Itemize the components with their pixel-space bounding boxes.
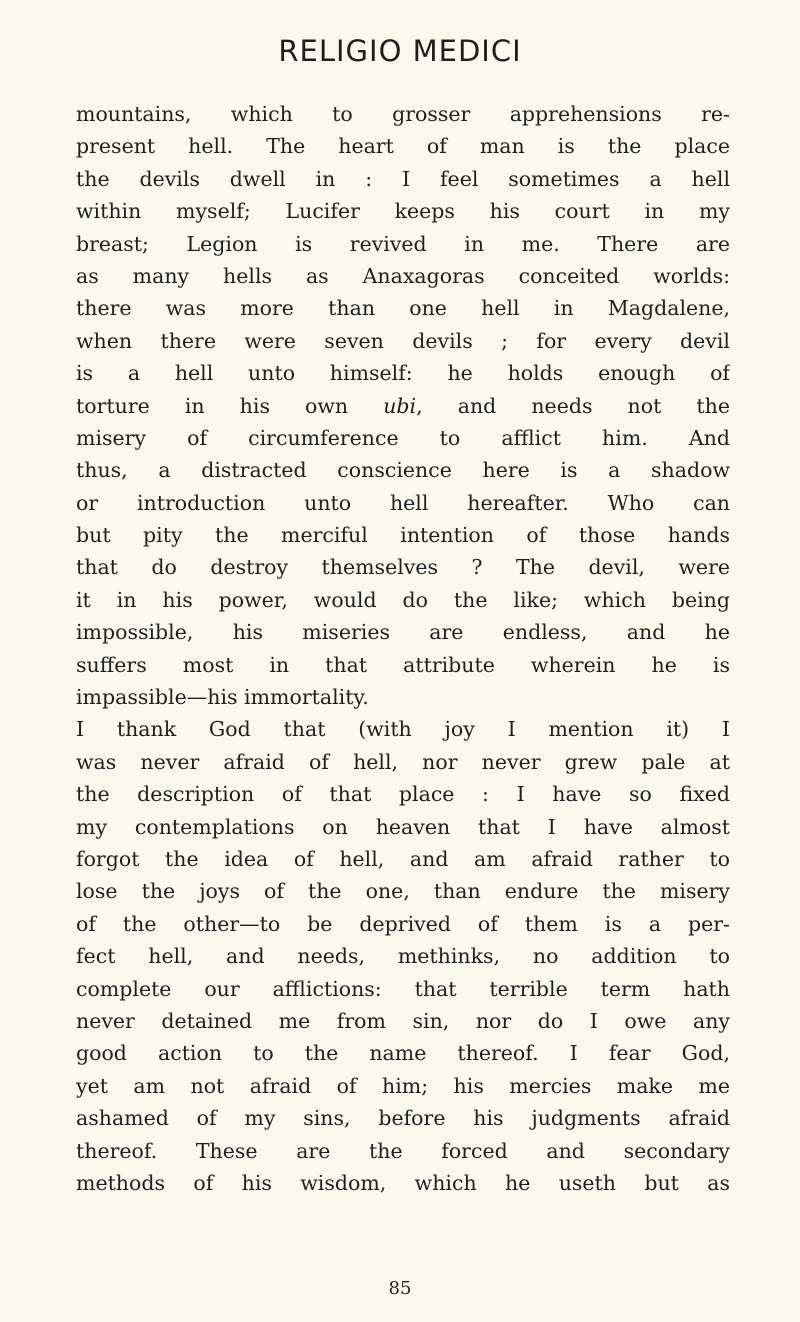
text-line: misery of circumference to afflict him. And [76, 425, 730, 450]
text-line: there was more than one hell in Magdalene, [76, 296, 730, 321]
text-line: it in his power, would do the like; which being [76, 587, 730, 612]
text-line: fect hell, and needs, methinks, no addition to [76, 944, 730, 969]
text-line: complete our afflictions: that terrible term hath [76, 976, 730, 1001]
text-line: the description of that place : I have so fixed [76, 782, 730, 807]
text-line: forgot the idea of hell, and am afraid rather to [76, 846, 730, 871]
running-head: RELIGIO MEDICI [278, 34, 522, 68]
text-line: my contemplations on heaven that I have almost [76, 814, 730, 839]
text-line: of the other—to be deprived of them is a per- [76, 911, 730, 936]
text-line: yet am not afraid of him; his mercies make me [76, 1073, 730, 1098]
text-line: mountains, which to grosser apprehensions re- [76, 102, 730, 126]
text-line: is a hell unto himself: he holds enough of [76, 361, 730, 386]
text-line: ashamed of my sins, before his judgments afraid [76, 1106, 730, 1131]
paragraph-end-line: impassible—his immortality. [76, 685, 369, 710]
text-line: I thank God that (with joy I mention it) I [76, 717, 730, 742]
text-line: that do destroy themselves ? The devil, were [76, 555, 730, 580]
text-line: within myself; Lucifer keeps his court in my [76, 199, 730, 224]
text-line: thereof. These are the forced and secondary [76, 1138, 730, 1163]
text-line: good action to the name thereof. I fear God, [76, 1041, 730, 1066]
text-line: or introduction unto hell hereafter. Who can [76, 490, 730, 515]
text-line: breast; Legion is revived in me. There are [76, 231, 730, 256]
text-line: lose the joys of the one, than endure the misery [76, 879, 730, 904]
text-line: when there were seven devils ; for every devil [76, 328, 730, 353]
text-line: methods of his wisdom, which he useth but as [76, 1170, 730, 1195]
text-line: as many hells as Anaxagoras conceited worlds: [76, 263, 730, 288]
text-line: but pity the merciful intention of those hands [76, 523, 730, 548]
text-line: present hell. The heart of man is the place [76, 134, 730, 159]
text-line: was never afraid of hell, nor never grew pale at [76, 749, 730, 774]
text-line: impossible, his miseries are endless, and he [76, 620, 730, 645]
text-line-italic-ubi: torture in his own ubi, and needs not the [76, 393, 730, 418]
page-number: 85 [388, 1278, 412, 1299]
text-line: never detained me from sin, nor do I owe any [76, 1008, 730, 1033]
text-line: thus, a distracted conscience here is a shadow [76, 458, 730, 483]
body-text [76, 98, 730, 1199]
text-line: the devils dwell in : I feel sometimes a hell [76, 166, 730, 191]
text-line: suffers most in that attribute wherein he is [76, 652, 730, 677]
